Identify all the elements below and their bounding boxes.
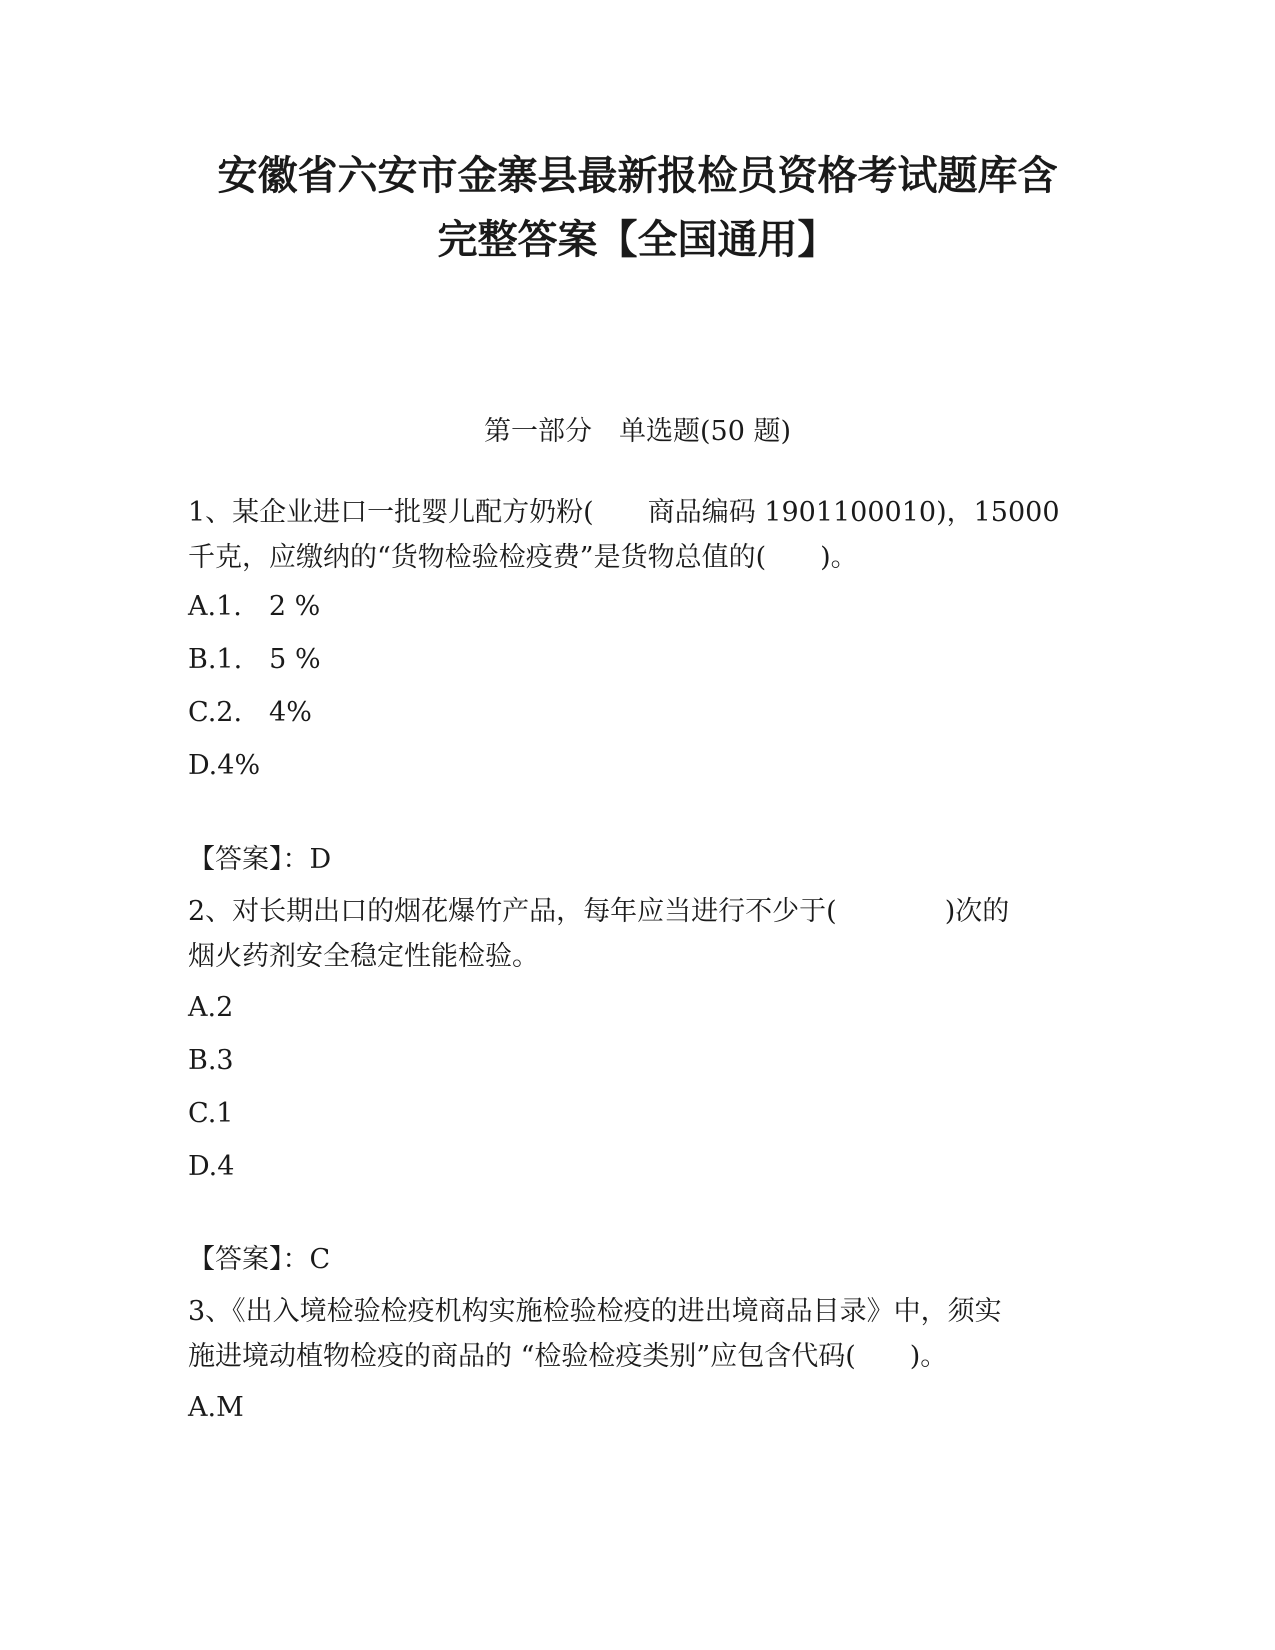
question-2-stem-line-2: 烟火药剂安全稳定性能检验。 [188,941,539,972]
question-2-option-c: C.1 [188,1098,234,1129]
question-1-option-d: D.4% [188,750,261,781]
question-2-answer: 【答案】：C [188,1244,331,1275]
question-3-stem [188,1289,1078,1379]
question-2-option-b: B.3 [188,1045,234,1076]
question-1-stem-line-1: 1、某企业进口一批婴儿配方奶粉( 商品编码 1901100010)，15000 [188,497,1060,528]
question-2-stem-line-1: 2、对长期出口的烟花爆竹产品，每年应当进行不少于( )次的 [188,896,1010,927]
question-2-option-d: D.4 [188,1151,235,1182]
question-2-stem [188,889,1078,979]
document-title-line-2: 完整答案【全国通用】 [437,217,838,263]
question-1-option-a: A.1. 2 % [188,591,321,622]
document-title-line-1: 安徽省六安市金寨县最新报检员资格考试题库含 [217,153,1058,199]
question-3-option-a: A.M [188,1392,244,1423]
question-3-stem-line-2: 施进境动植物检疫的商品的 “检验检疫类别”应包含代码( )。 [188,1341,948,1372]
question-3-stem-line-1: 3、《出入境检验检疫机构实施检验检疫的进出境商品目录》中，须实 [188,1296,1002,1327]
question-1-stem-line-2: 千克，应缴纳的“货物检验检疫费”是货物总值的( )。 [188,542,858,573]
question-2-option-a: A.2 [188,992,234,1023]
question-1-answer: 【答案】：D [188,844,332,875]
question-1-option-b: B.1. 5 % [188,644,321,675]
question-1-option-c: C.2. 4% [188,697,312,728]
section-heading: 第一部分 单选题(50 题) [483,416,791,447]
question-1-stem [188,490,1078,580]
